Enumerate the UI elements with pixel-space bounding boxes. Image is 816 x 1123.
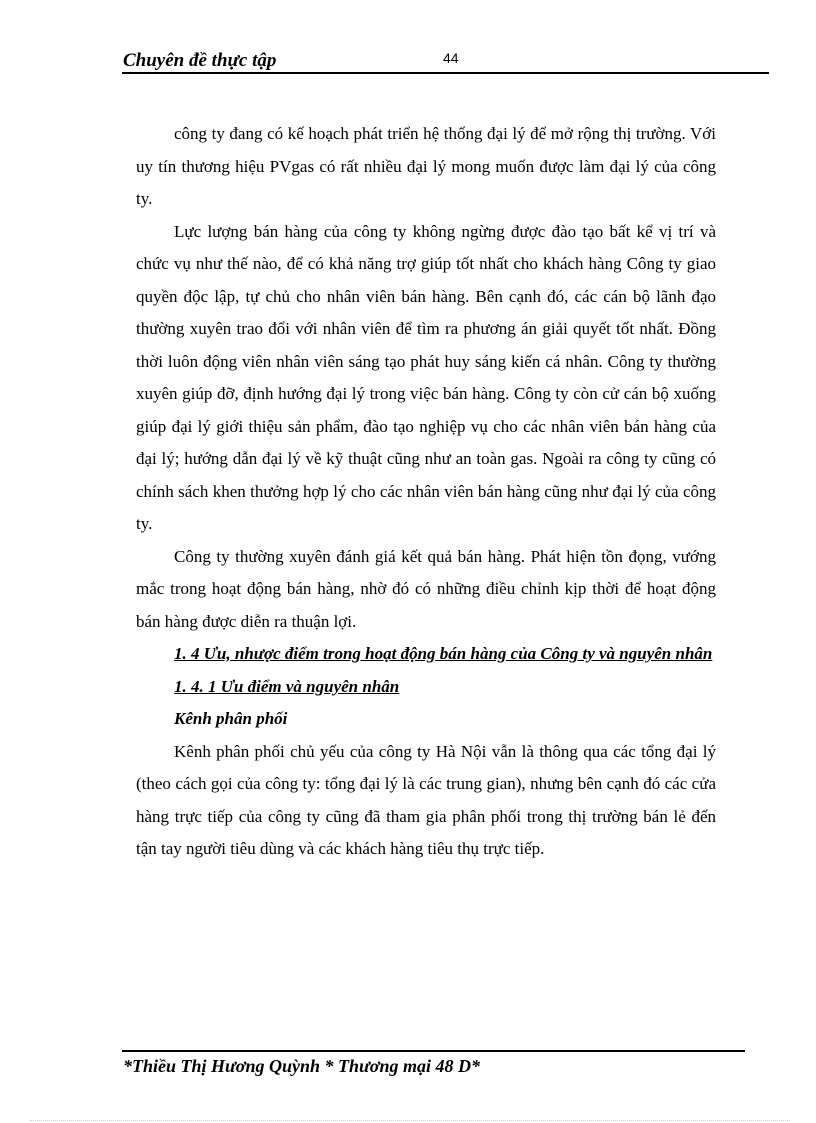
section-heading-1-4: 1. 4 Ưu, nhược điểm trong hoạt động bán hàng của Công ty và nguyên nhân — [174, 644, 713, 663]
header-rule — [122, 72, 769, 74]
header-title: Chuyên đề thực tập — [123, 50, 277, 71]
paragraph-distribution-channel: Kênh phân phối chủ yếu của công ty Hà Nội vẫn là thông qua các tổng đại lý (theo cách gọi của công ty: tổng đại lý là các trung gian), nhưng bên cạnh đó các cửa hàng trực tiếp của công ty cũng đã tham gia phân phối trong thị trường bán lẻ đến tận tay người tiêu dùng và các khách hàng tiêu thụ trực tiếp. — [136, 741, 716, 858]
paragraph-continuation: công ty đang có kế hoạch phát triển hệ thống đại lý để mở rộng thị trường. Với uy tín thương hiệu PVgas có rất nhiều đại lý mong muốn được làm đại lý của công ty. — [136, 124, 716, 208]
subheading-distribution-channel: Kênh phân phối — [174, 709, 288, 728]
document-body — [136, 118, 716, 866]
paragraph-sales-evaluation: Công ty thường xuyên đánh giá kết quả bán hàng. Phát hiện tồn đọng, vướng mắc trong hoạt động bán hàng, nhờ đó có những điều chỉnh kịp thời để hoạt động bán hàng được diễn ra thuận lợi. — [136, 546, 716, 631]
section-heading-1-4-1: 1. 4. 1 Ưu điểm và nguyên nhân — [174, 676, 400, 696]
footer-text: *Thiều Thị Hương Quỳnh * Thương mại 48 D* — [123, 1056, 480, 1076]
footer-rule — [122, 1050, 745, 1052]
paragraph-sales-force: Lực lượng bán hàng của công ty không ngừng được đào tạo bất kể vị trí và chức vụ như thế nào, để có khả năng trợ giúp tốt nhất cho khách hàng Công ty giao quyền độc lập, tự chủ cho nhân viên bán hàng. Bên cạnh đó, các cán bộ lãnh đạo thường xuyên trao đổi với nhân viên để tìm ra phương án giải quyết tốt nhất. Đồng thời luôn động viên nhân viên sáng tạo phát huy sáng kiến cá nhân. Công ty thường xuyên giúp đỡ, định hướng đại lý trong việc bán hàng. Công ty còn cử cán bộ xuống giúp đại lý giới thiệu sản phẩm, đào tạo nghiệp vụ cho các nhân viên bán hàng của đại lý; hướng dẫn đại lý về kỹ thuật cũng như an toàn gas. Ngoài ra công ty cũng có chính sách khen thưởng hợp lý cho các nhân viên bán hàng cũng như đại lý của công ty. — [136, 221, 716, 533]
page-edge-divider — [30, 1120, 790, 1121]
page-number: 44 — [443, 50, 459, 66]
